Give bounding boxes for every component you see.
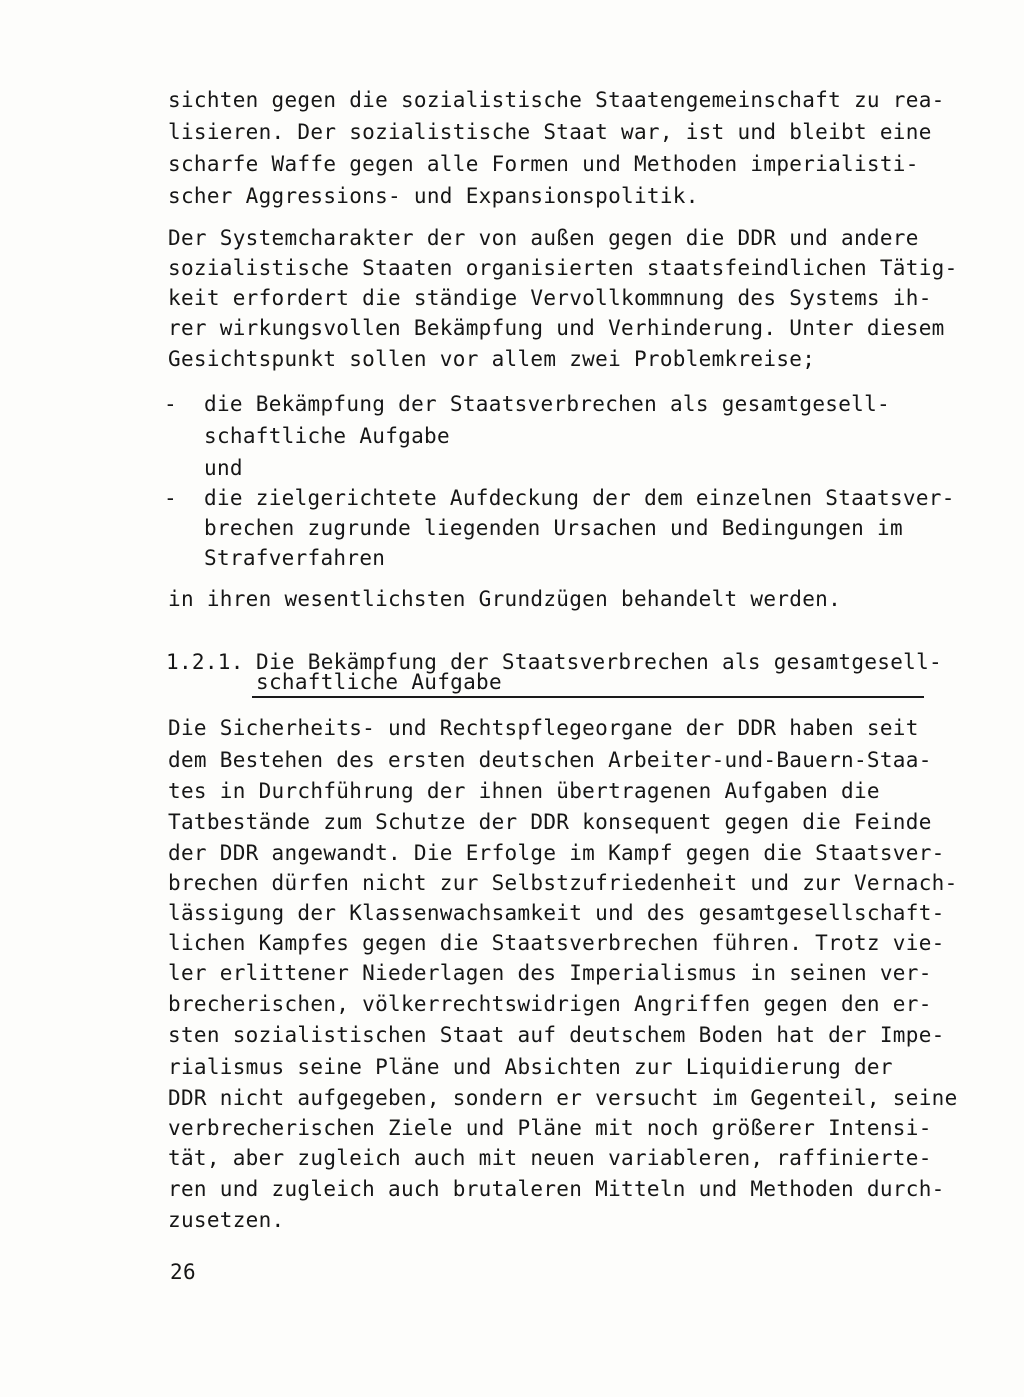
text-line: der DDR angewandt. Die Erfolge im Kampf gegen die Staatsver- <box>168 841 945 865</box>
text-line: brecherischen, völkerrechtswidrigen Angriffen gegen den er- <box>168 992 932 1016</box>
text-line: dem Bestehen des ersten deutschen Arbeiter-und-Bauern-Staa- <box>168 748 932 772</box>
text-line: Der Systemcharakter der von außen gegen die DDR und andere <box>168 226 919 250</box>
text-line: sten sozialistischen Staat auf deutschem Boden hat der Impe- <box>168 1023 945 1047</box>
text-line: ren und zugleich auch brutaleren Mitteln und Methoden durch- <box>168 1177 945 1201</box>
text-line: sichten gegen die sozialistische Staatengemeinschaft zu rea- <box>168 88 945 112</box>
text-line: zusetzen. <box>168 1208 285 1232</box>
text-line: scher Aggressions- und Expansionspolitik. <box>168 184 699 208</box>
text-line: rer wirkungsvollen Bekämpfung und Verhinderung. Unter diesem <box>168 316 945 340</box>
list-bullet: - <box>164 392 177 416</box>
text-line: in ihren wesentlichsten Grundzügen behandelt werden. <box>168 587 842 611</box>
section-heading: Die Bekämpfung der Staatsverbrechen als gesamtgesell- <box>256 650 942 674</box>
list-bullet: - <box>164 486 177 510</box>
text-line: lichen Kampfes gegen die Staatsverbrechen führen. Trotz vie- <box>168 931 945 955</box>
section-number: 1.2.1. <box>166 650 244 674</box>
text-line: Die Sicherheits- und Rechtspflegeorgane der DDR haben seit <box>168 716 919 740</box>
text-line: tes in Durchführung der ihnen übertragenen Aufgaben die <box>168 779 880 803</box>
text-line: scharfe Waffe gegen alle Formen und Methoden imperialisti- <box>168 152 919 176</box>
list-item-line: die Bekämpfung der Staatsverbrechen als gesamtgesell- <box>204 392 890 416</box>
text-line: lässigung der Klassenwachsamkeit und des gesamtgesellschaft- <box>168 901 945 925</box>
text-line: brechen dürfen nicht zur Selbstzufriedenheit und zur Vernach- <box>168 871 958 895</box>
heading-underline <box>252 696 924 698</box>
text-line: rialismus seine Pläne und Absichten zur Liquidierung der <box>168 1055 893 1079</box>
list-item-line: Strafverfahren <box>204 546 386 570</box>
text-line: Tatbestände zum Schutze der DDR konsequent gegen die Feinde <box>168 810 932 834</box>
text-line: verbrecherischen Ziele und Pläne mit noch größerer Intensi- <box>168 1116 932 1140</box>
page-number: 26 <box>170 1260 196 1284</box>
text-line: ler erlittener Niederlagen des Imperialismus in seinen ver- <box>168 961 932 985</box>
text-line: Gesichtspunkt sollen vor allem zwei Problemkreise; <box>168 347 816 371</box>
list-item-line: schaftliche Aufgabe <box>204 424 450 448</box>
text-line: keit erfordert die ständige Vervollkommnung des Systems ih- <box>168 286 932 310</box>
list-item-line: die zielgerichtete Aufdeckung der dem einzelnen Staatsver- <box>204 486 955 510</box>
text-line: lisieren. Der sozialistische Staat war, ist und bleibt eine <box>168 120 932 144</box>
text-line: DDR nicht aufgegeben, sondern er versucht im Gegenteil, seine <box>168 1086 958 1110</box>
section-heading: schaftliche Aufgabe <box>256 670 502 694</box>
list-item-line: brechen zugrunde liegenden Ursachen und Bedingungen im <box>204 516 903 540</box>
text-line: sozialistische Staaten organisierten staatsfeindlichen Tätig- <box>168 256 958 280</box>
list-connector: und <box>204 456 243 480</box>
text-line: tät, aber zugleich auch mit neuen variableren, raffinierte- <box>168 1146 932 1170</box>
